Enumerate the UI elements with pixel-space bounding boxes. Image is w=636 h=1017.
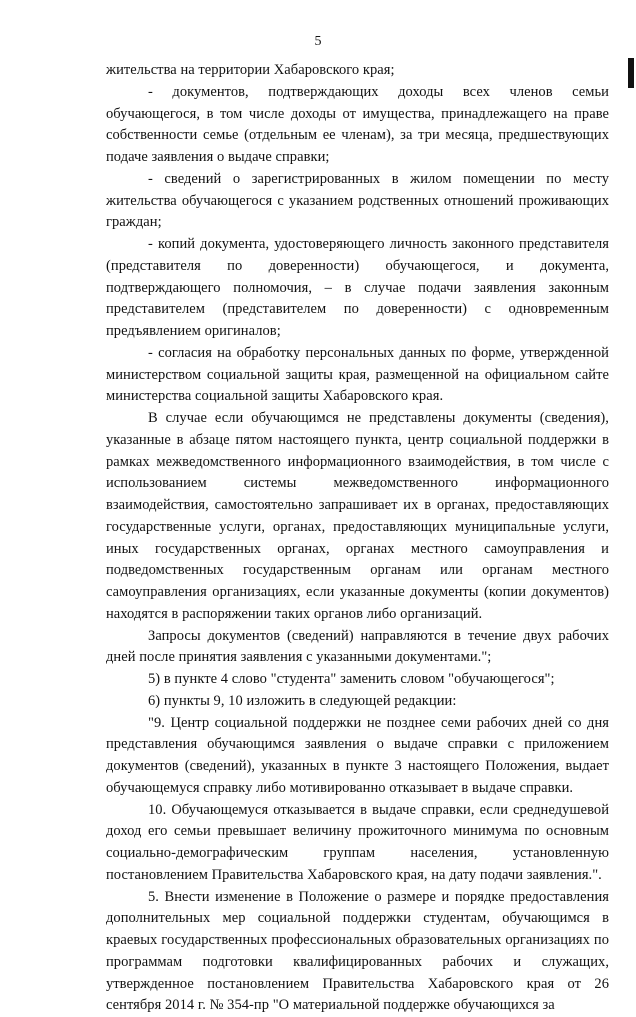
paragraph-item-5: 5) в пункте 4 слово "студента" заменить словом "обучающегося"; <box>106 669 609 691</box>
paragraph-item-6: 6) пункты 9, 10 изложить в следующей редакции: <box>106 691 609 713</box>
paragraph-identity-copies: - копий документа, удостоверяющего личность законного представителя (представителя по доверенности) обучающегося, и документа, подтверждающего полномочия, – в случае подачи заявления законным представителем (представителем по доверенности) с одновременным предъявлением оригиналов; <box>106 234 609 343</box>
page-number: 5 <box>0 34 636 50</box>
paragraph-section-5: 5. Внести изменение в Положение о размере и порядке предоставления дополнительных мер социальной поддержки студентам, обучающимся в краевых государственных профессиональных образовательных организациях по программам подготовки квалифицированных рабочих и служащих, утвержденное постановлением Правительства Хабаровского края от 26 сентября 2014 г. № 354-пр "О материальной поддержке обучающихся за <box>106 887 609 1017</box>
paragraph-point-9: "9. Центр социальной поддержки не позднее семи рабочих дней со дня представления обучающимся заявления о выдаче справки с приложением документов (сведений), указанных в пункте 3 настоящего Положения, выдает обучающемуся справку либо мотивированно отказывает в выдаче справки. <box>106 713 609 800</box>
document-body <box>106 60 609 1017</box>
paragraph-income-documents: - документов, подтверждающих доходы всех членов семьи обучающегося, в том числе доходы от имущества, принадлежащего на праве собственности семье (отдельным ее членам), за три месяца, предшествующих подаче заявления о выдаче справки; <box>106 82 609 169</box>
paragraph-residence-continuation: жительства на территории Хабаровского края; <box>106 60 609 82</box>
paragraph-interagency-request: В случае если обучающимся не представлены документы (сведения), указанные в абзаце пятом настоящего пункта, центр социальной поддержки в рамках межведомственного информационного взаимодействия, в том числе с использованием системы межведомственного информационного взаимодействия, самостоятельно запрашивает их в органах, предоставляющих государственные услуги, органах, предоставляющих муниципальные услуги, иных государственных органах, органах местного самоуправления и подведомственных государственным органам или органам местного самоуправления организациях, если указанные документы (копии документов) находятся в распоряжении таких органов либо организаций. <box>106 408 609 626</box>
paragraph-point-10: 10. Обучающемуся отказывается в выдаче справки, если среднедушевой доход его семьи превышает величину прожиточного минимума по основным социально-демографическим группам населения, установленную постановлением Правительства Хабаровского края, на дату подачи заявления.". <box>106 800 609 887</box>
paragraph-personal-data-consent: - согласия на обработку персональных данных по форме, утвержденной министерством социальной защиты края, размещенной на официальном сайте министерства социальной защиты Хабаровского края. <box>106 343 609 408</box>
paragraph-registered-persons: - сведений о зарегистрированных в жилом помещении по месту жительства обучающегося с указанием родственных отношений проживающих граждан; <box>106 169 609 234</box>
paragraph-request-deadline: Запросы документов (сведений) направляются в течение двух рабочих дней после принятия заявления с указанными документами."; <box>106 626 609 670</box>
margin-mark <box>628 58 634 88</box>
